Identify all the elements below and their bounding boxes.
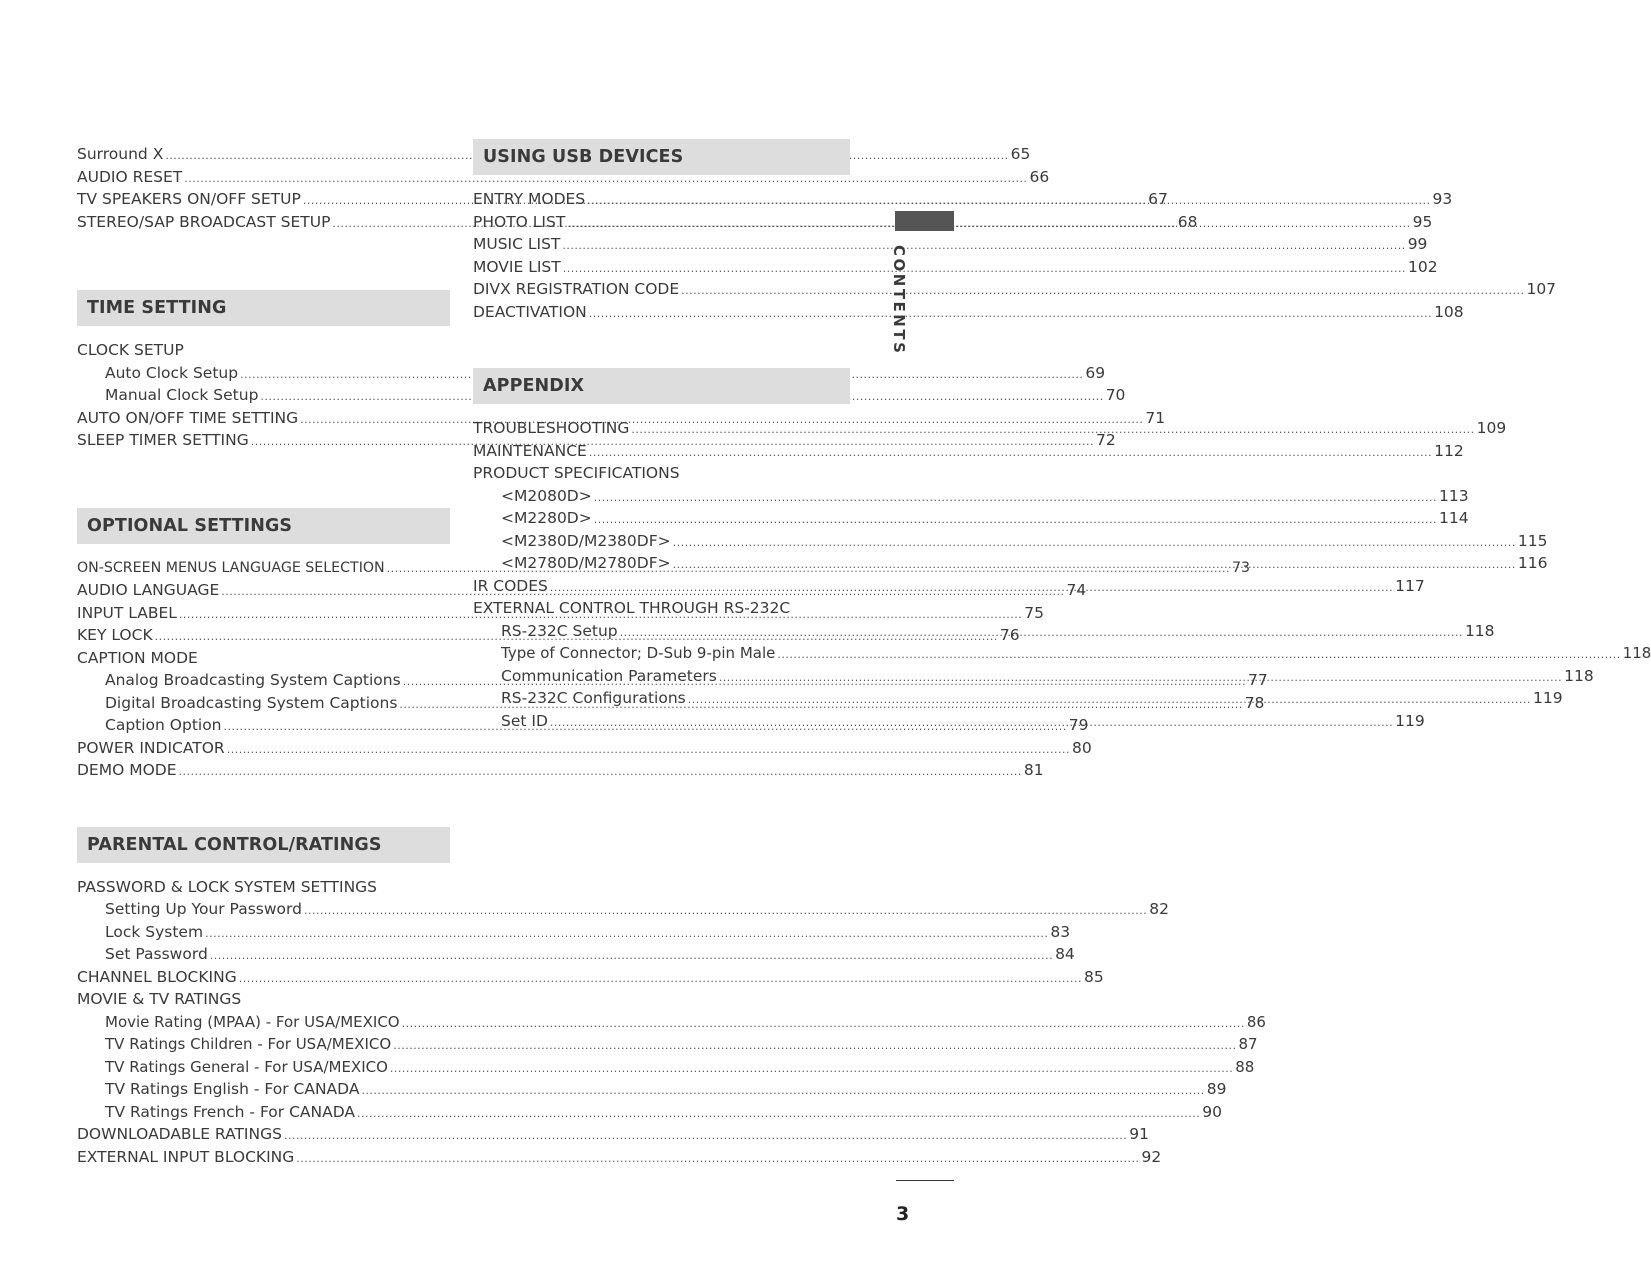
toc-entry-label: INPUT LABEL [77,603,177,622]
toc-entry-label: Digital Broadcasting System Captions [105,693,398,712]
toc-entry-label: CHANNEL BLOCKING [77,967,237,986]
dot-leader [673,537,1516,548]
section-header-time-setting: TIME SETTING [77,290,450,326]
dot-leader [620,627,1463,638]
toc-entry-label: STEREO/SAP BROADCAST SETUP [77,212,331,231]
toc-entry-page: 84 [1055,945,1075,963]
toc-entry-label: MOVIE LIST [473,257,561,276]
dot-leader [673,559,1516,570]
toc-entry-label: CLOCK SETUP [77,341,184,359]
dot-leader [304,905,1147,916]
toc-entry-label: PHOTO LIST [473,212,566,231]
toc-entry-page: 90 [1202,1102,1222,1121]
dot-leader [296,1153,1139,1164]
toc-entry-label: Analog Broadcasting System Captions [105,671,401,689]
toc-entry-page: 113 [1439,486,1469,505]
section-header-parental-control: PARENTAL CONTROL/RATINGS [77,827,450,863]
dot-leader [594,492,1437,503]
toc-subentry[interactable] [473,530,1548,553]
toc-entry-page: 66 [1029,167,1050,186]
toc-entry-page: 70 [1105,386,1126,404]
dot-leader [402,1018,1245,1029]
toc-subentry[interactable] [77,362,1106,385]
dot-leader [562,240,1405,251]
dot-leader [357,1108,1200,1119]
dot-leader [719,672,1562,683]
dot-leader [567,218,1410,229]
toc-entry-label: EXTERNAL CONTROL THROUGH RS-232C [473,599,791,617]
dot-leader [681,285,1524,296]
toc-entry-label: TV Ratings Children - For USA/MEXICO [105,1035,392,1053]
toc-subentry[interactable] [77,1033,1258,1056]
toc-entry-page: 85 [1084,967,1104,986]
toc-entry-page: 86 [1246,1012,1266,1031]
toc-subentry[interactable] [473,507,1469,530]
toc-entry-page: 89 [1206,1080,1227,1098]
toc-entry-page: 71 [1145,408,1166,427]
toc-entry-page: 109 [1476,419,1507,437]
toc-entry-label: AUTO ON/OFF TIME SETTING [77,408,299,427]
toc-entry-page: 72 [1096,431,1116,449]
toc-entry[interactable] [473,233,1428,256]
section-header-usb-devices: USING USB DEVICES [473,139,850,175]
toc-entry[interactable] [77,737,1092,760]
toc-entry-label: <M2280D> [501,509,592,527]
toc-subentry[interactable] [473,485,1469,508]
toc-entry-label: Setting Up Your Password [105,900,302,918]
toc-entry-label: TV Ratings English - For CANADA [105,1080,360,1098]
toc-entry-label: KEY LOCK [77,626,153,644]
toc-entry-label: TV Ratings French - For CANADA [105,1102,355,1121]
dot-leader [179,766,1022,777]
toc-entry-label: Communication Parameters [501,666,717,685]
dot-leader [393,1040,1236,1051]
toc-entry[interactable] [473,301,1464,324]
toc-entry[interactable] [77,339,450,362]
toc-entry[interactable] [77,647,450,670]
toc-entry[interactable] [473,256,1438,279]
toc-entry-label: EXTERNAL INPUT BLOCKING [77,1147,295,1166]
dot-leader [589,447,1432,458]
toc-entry-label: RS-232C Setup [501,621,618,640]
toc-entry-label: <M2380D/M2380DF> [501,531,671,550]
toc-entry-page: 74 [1066,581,1087,599]
toc-entry-page: 114 [1439,509,1469,527]
toc-entry-page: 68 [1177,212,1198,231]
toc-entry-page: 95 [1412,212,1433,231]
toc-entry-page: 118 [1464,621,1495,640]
toc-entry-label: TV Ratings General - For USA/MEXICO [105,1057,388,1076]
toc-entry-page: 80 [1071,738,1092,757]
toc-entry-label: Set ID [501,711,548,730]
dot-leader [284,1130,1127,1141]
toc-entry[interactable] [77,966,1104,989]
toc-subentry[interactable] [77,1078,1227,1101]
toc-entry-page: 88 [1235,1057,1255,1076]
dot-leader [587,195,1430,206]
toc-entry-label: Auto Clock Setup [105,363,239,382]
toc-entry-page: 78 [1244,693,1265,712]
toc-entry-label: RS-232C Configurations [501,689,686,707]
dot-leader [688,694,1531,705]
toc-subentry[interactable] [77,1011,1266,1034]
dot-leader [631,424,1474,435]
toc-entry-page: 73 [1231,559,1251,576]
toc-entry-page: 112 [1434,441,1464,460]
toc-entry-page: 87 [1238,1035,1258,1053]
toc-entry-label: <M2080D> [501,486,592,505]
toc-entry-page: 118 [1564,666,1594,685]
toc-entry-label: AUDIO LANGUAGE [77,581,220,599]
dot-leader [777,649,1620,660]
toc-entry-page: 92 [1141,1147,1162,1166]
toc-entry-page: 99 [1407,235,1428,253]
toc-entry-page: 115 [1517,531,1548,550]
dot-leader [589,308,1432,319]
toc-entry-label: Caption Option [105,716,222,734]
dot-leader [550,717,1393,728]
contents-tab-marker [895,211,954,231]
toc-entry-page: 83 [1050,922,1071,941]
toc-entry-page: 91 [1129,1125,1149,1143]
toc-entry-label: DEACTIVATION [473,302,587,321]
toc-entry[interactable] [77,759,1044,782]
toc-entry-page: 108 [1434,302,1464,321]
toc-entry-label: PASSWORD & LOCK SYSTEM SETTINGS [77,877,378,896]
toc-subentry[interactable] [77,1056,1255,1079]
toc-subentry[interactable] [77,921,1071,944]
toc-entry[interactable] [77,988,450,1011]
toc-entry-label: AUDIO RESET [77,167,183,186]
toc-entry-label: ON-SCREEN MENUS LANGUAGE SELECTION [77,559,385,576]
page-number: 3 [896,1203,910,1225]
toc-entry[interactable] [77,1123,1149,1146]
toc-entry-label: ENTRY MODES [473,190,586,208]
toc-entry-page: 82 [1149,900,1169,918]
toc-entry-label: TV SPEAKERS ON/OFF SETUP [77,190,301,208]
contents-tab-label: CONTENTS [890,245,908,356]
toc-entry[interactable] [473,597,850,620]
toc-entry-label: <M2780D/M2780DF> [501,554,671,572]
toc-subentry[interactable] [473,642,1651,665]
toc-entry[interactable] [77,166,1050,189]
section-header-optional-settings: OPTIONAL SETTINGS [77,508,450,544]
toc-entry-page: 119 [1533,689,1563,707]
toc-entry-page: 118 [1622,644,1651,662]
toc-entry[interactable] [473,462,850,485]
toc-entry-label: Lock System [105,922,204,941]
toc-entry-label: POWER INDICATOR [77,738,225,757]
toc-entry-page: 116 [1517,554,1548,572]
toc-entry-label: Manual Clock Setup [105,386,259,404]
toc-entry-label: SLEEP TIMER SETTING [77,431,249,449]
dot-leader [205,928,1048,939]
toc-entry-page: 65 [1010,145,1031,163]
toc-entry-label: PRODUCT SPECIFICATIONS [473,464,680,482]
toc-entry-label: IR CODES [473,576,548,595]
toc-entry-page: 69 [1085,363,1106,382]
toc-entry-label: DIVX REGISTRATION CODE [473,280,680,298]
toc-entry[interactable] [77,876,450,899]
dot-leader [390,1063,1233,1074]
toc-entry-label: Movie Rating (MPAA) - For USA/MEXICO [105,1012,400,1031]
toc-entry-label: DEMO MODE [77,761,177,779]
toc-entry-page: 79 [1068,716,1089,734]
toc-entry-page: 75 [1024,603,1044,622]
toc-entry-page: 107 [1526,280,1557,298]
toc-entry-label: DOWNLOADABLE RATINGS [77,1125,282,1143]
dot-leader [227,744,1070,755]
dot-leader [239,973,1082,984]
toc-subentry[interactable] [77,898,1169,921]
toc-entry-label: Surround X [77,145,164,163]
toc-entry-page: 119 [1395,711,1425,730]
toc-entry-label: Set Password [105,945,208,963]
toc-entry-page: 76 [999,626,1020,644]
dot-leader [563,263,1406,274]
toc-entry-label: Type of Connector; D-Sub 9-pin Male [501,644,776,662]
toc-entry-label: MAINTENANCE [473,441,587,460]
toc-entry-page: 117 [1395,576,1425,595]
section-header-appendix: APPENDIX [473,368,850,404]
toc-subentry[interactable] [77,943,1075,966]
toc-entry-label: CAPTION MODE [77,648,198,667]
toc-entry-page: 93 [1432,190,1453,208]
toc-entry-label: MOVIE & TV RATINGS [77,990,242,1008]
toc-entry-page: 102 [1408,257,1438,276]
toc-list-parental-control [77,876,1266,1169]
toc-entry-page: 77 [1247,671,1268,689]
dot-leader [594,514,1437,525]
page-number-rule [896,1180,954,1181]
toc-entry-page: 81 [1023,761,1044,779]
toc-entry-page: 67 [1148,190,1168,208]
toc-entry[interactable] [473,278,1557,301]
toc-entry-label: MUSIC LIST [473,235,561,253]
dot-leader [550,582,1393,593]
dot-leader [361,1085,1204,1096]
toc-entry[interactable] [77,1146,1162,1169]
dot-leader [210,950,1053,961]
toc-subentry[interactable] [77,1101,1222,1124]
toc-entry-label: TROUBLESHOOTING [473,419,630,437]
